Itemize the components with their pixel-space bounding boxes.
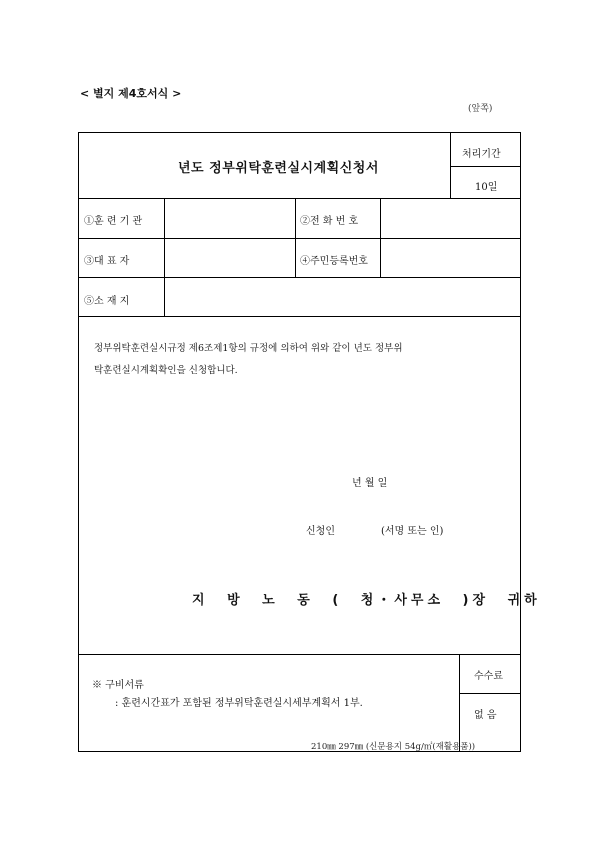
divider (78, 654, 521, 655)
fee-label: 수수료 (474, 671, 503, 682)
divider (459, 654, 460, 752)
fee-value: 없 음 (474, 710, 497, 721)
divider (78, 198, 521, 199)
addressee-line: 지 방 노 동 ( 청・사무소 )장 귀하 (192, 593, 541, 608)
statement-line: 탁훈련실시계획확인을 신청합니다. (94, 365, 238, 376)
statement-line: 정부위탁훈련실시규정 제6조제1항의 규정에 의하여 위와 같이 년도 정부위 (94, 343, 403, 354)
divider (78, 238, 521, 239)
processing-period-value: 10일 (475, 182, 498, 193)
divider (78, 277, 521, 278)
institution-input[interactable] (166, 200, 293, 236)
application-statement (94, 338, 514, 382)
representative-input[interactable] (166, 240, 293, 275)
resident-number-input[interactable] (382, 240, 519, 275)
field-label-representative: ③대 표 자 (84, 256, 130, 267)
divider (380, 198, 381, 277)
divider (295, 198, 296, 277)
divider (164, 198, 165, 316)
paper-spec: 210㎜ 297㎜ (신문용지 54g/㎡(재활용품)) (311, 742, 476, 752)
form-number-label: < 별지 제4호서식 > (80, 87, 182, 100)
application-date: 년 월 일 (352, 478, 388, 489)
divider (450, 166, 521, 167)
field-label-phone: ②전 화 번 호 (300, 216, 359, 227)
applicant-label: 신청인 (306, 526, 335, 537)
page-side-note: (앞쪽) (468, 104, 493, 114)
divider (459, 693, 521, 694)
field-label-address: ⑤소 재 지 (84, 296, 130, 307)
divider (78, 316, 521, 317)
form-title: 년도 정부위탁훈련실시계획신청서 (178, 161, 379, 176)
field-label-resident-number: ④주민등록번호 (300, 256, 368, 267)
processing-period-label: 처리기간 (462, 149, 501, 160)
field-label-institution: ①훈 련 기 관 (84, 216, 143, 227)
phone-input[interactable] (382, 200, 519, 236)
attachment-item: : 훈련시간표가 포함된 정부위탁훈련실시세부계획서 1부. (115, 698, 363, 709)
signature-placeholder: (서명 또는 인) (381, 526, 444, 537)
attachments-title: ※ 구비서류 (92, 680, 144, 691)
divider (450, 132, 451, 198)
address-input[interactable] (166, 279, 519, 314)
